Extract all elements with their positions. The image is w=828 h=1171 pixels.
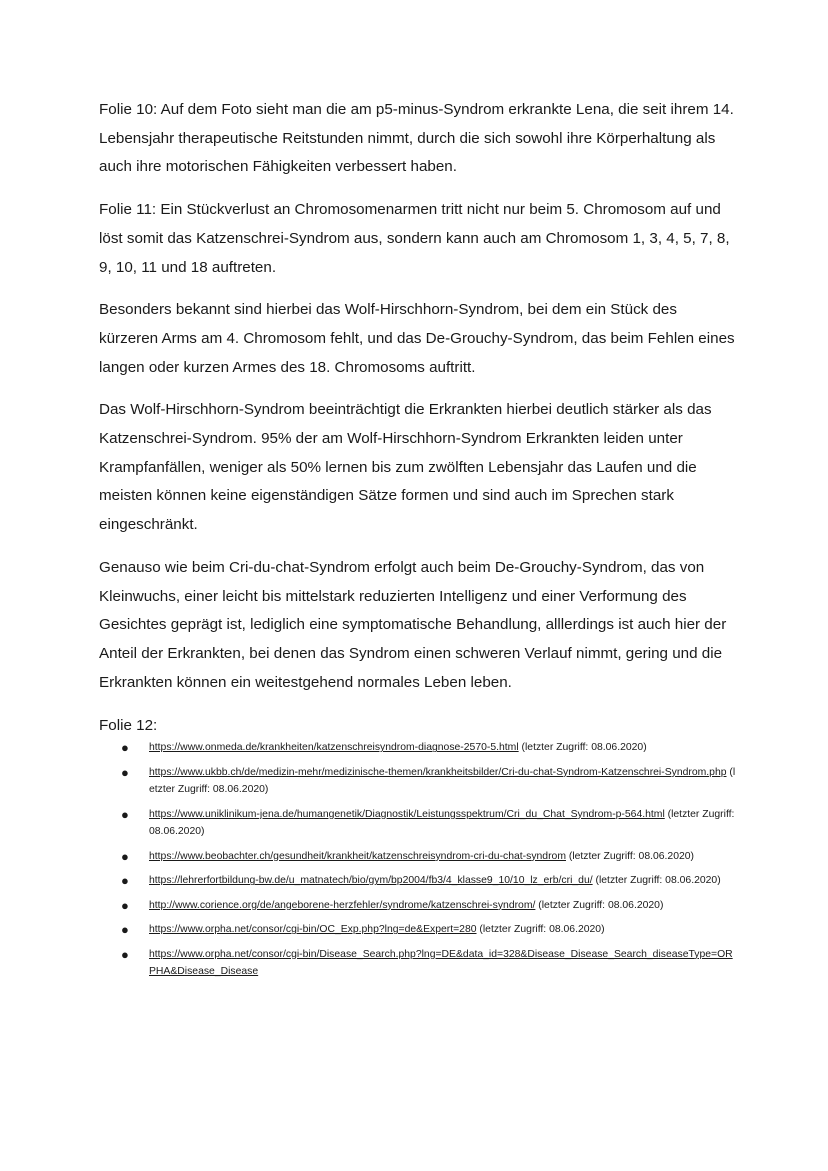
folie-12-label: Folie 12: bbox=[99, 717, 158, 735]
reference-link[interactable]: https://www.onmeda.de/krankheiten/katzenschreisyndrom-diagnose-2570-5.html bbox=[149, 742, 519, 754]
reference-item bbox=[99, 897, 739, 915]
bullet-icon: ● bbox=[121, 873, 129, 889]
bullet-icon: ● bbox=[121, 946, 129, 962]
reference-note: (letzter Zugriff: 08.06.2020) bbox=[149, 808, 735, 838]
paragraph-syndromes-known: Besonders bekannt sind hierbei das Wolf-Hirschhorn-Syndrom, bei dem ein Stück des kürzeren Arms am 4. Chromosom fehlt, und das De-Grouchy-Syndrom, das beim Fehlen eines langen oder kurzen Armes des 18. Chromosoms auftritt. bbox=[99, 301, 735, 376]
reference-link[interactable]: https://www.beobachter.ch/gesundheit/krankheit/katzenschreisyndrom-cri-du-chat-syndrom bbox=[149, 850, 566, 862]
reference-note: (letzter Zugriff: 08.06.2020) bbox=[592, 875, 721, 887]
bullet-icon: ● bbox=[121, 806, 129, 822]
document-page bbox=[99, 96, 739, 988]
paragraph-folie-11: Folie 11: Ein Stückverlust an Chromosomenarmen tritt nicht nur beim 5. Chromosom auf und löst somit das Katzenschrei-Syndrom aus, sondern kann auch am Chromosom 1, 3, 4, 5, 7, 8, 9, 10, 11 und 18 auftreten. bbox=[99, 201, 730, 276]
reference-item bbox=[99, 921, 739, 939]
reference-link[interactable]: http://www.corience.org/de/angeborene-herzfehler/syndrome/katzenschrei-syndrom/ bbox=[149, 899, 536, 911]
reference-item bbox=[99, 764, 739, 799]
reference-item bbox=[99, 848, 739, 866]
reference-note: (letzter Zugriff: 08.06.2020) bbox=[565, 850, 695, 862]
reference-item bbox=[99, 872, 739, 890]
reference-link[interactable]: https://www.orpha.net/consor/cgi-bin/Disease_Search.php?lng=DE&data_id=328&Disease_Disease_Search_diseaseType=ORPHA&Disease_Disease bbox=[149, 948, 733, 978]
reference-link[interactable]: https://www.uniklinikum-jena.de/humangenetik/Diagnostik/Leistungsspektrum/Cri_du_Chat_Syndrom-p-564.html bbox=[149, 808, 665, 820]
paragraph-wolf-hirschhorn: Das Wolf-Hirschhorn-Syndrom beeinträchtigt die Erkrankten hierbei deutlich stärker als das Katzenschrei-Syndrom. 95% der am Wolf-Hirschhorn-Syndrom Erkrankten leiden unter Krampfanfällen, weniger als 50% lernen bis zum zwölften Lebensjahr das Laufen und die meisten können keine eigenständigen Sätze formen und sind auch im Sprechen stark eingeschränkt. bbox=[99, 401, 712, 534]
reference-link[interactable]: https://www.ukbb.ch/de/medizin-mehr/medizinische-themen/krankheitsbilder/Cri-du-chat-Syndrom-Katzenschrei-Syndrom.php bbox=[149, 766, 727, 778]
reference-note: (letzter Zugriff: 08.06.2020) bbox=[476, 924, 605, 936]
reference-link[interactable]: https://lehrerfortbildung-bw.de/u_matnatech/bio/gym/bp2004/fb3/4_klasse9_10/10_lz_erb/cri_du/ bbox=[149, 875, 593, 887]
reference-note: (letzter Zugriff: 08.06.2020) bbox=[518, 742, 647, 754]
reference-item bbox=[99, 739, 739, 757]
bullet-icon: ● bbox=[121, 848, 129, 864]
reference-item bbox=[99, 946, 739, 981]
reference-list bbox=[99, 739, 739, 981]
bullet-icon: ● bbox=[121, 922, 129, 938]
bullet-icon: ● bbox=[121, 740, 129, 756]
bullet-icon: ● bbox=[121, 764, 129, 780]
paragraph-folie-10: Folie 10: Auf dem Foto sieht man die am p5-minus-Syndrom erkrankte Lena, die seit ihrem 14. Lebensjahr therapeutische Reitstunden nimmt, durch die sich sowohl ihre Körperhaltung als auch ihre motorischen Fähigkeiten verbessert haben. bbox=[99, 101, 734, 176]
paragraph-de-grouchy: Genauso wie beim Cri-du-chat-Syndrom erfolgt auch beim De-Grouchy-Syndrom, das von Kleinwuchs, einer leicht bis mittelstark reduzierten Intelligenz und einer Verformung des Gesichtes geprägt ist, lediglich eine symptomatische Behandlung, alllerdings ist auch hier der Anteil der Erkrankten, bei denen das Syndrom einen schweren Verlauf nimmt, gering und die Erkrankten können ein weitestgehend normales Leben leben. bbox=[99, 558, 727, 691]
reference-note: (letzter Zugriff: 08.06.2020) bbox=[535, 899, 664, 911]
reference-note: (letzter Zugriff: 08.06.2020) bbox=[149, 766, 736, 796]
reference-link[interactable]: https://www.orpha.net/consor/cgi-bin/OC_Exp.php?lng=de&Expert=280 bbox=[149, 924, 477, 936]
bullet-icon: ● bbox=[121, 897, 129, 913]
reference-item bbox=[99, 806, 739, 841]
